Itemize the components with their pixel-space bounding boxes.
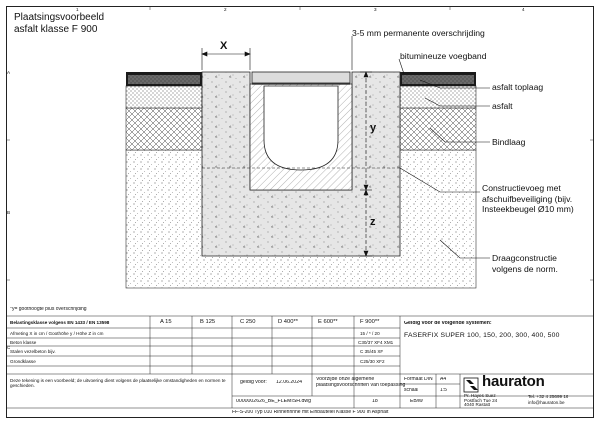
class-e600: E 600** xyxy=(318,319,338,325)
class-c250: C 250 xyxy=(240,319,256,325)
annotation-voegband: bitumineuze voegband xyxy=(400,51,487,61)
formaat-label: Formaat DIN xyxy=(404,377,433,382)
f900-value-3: C 35/45 XF xyxy=(360,349,384,354)
class-f900: F 900** xyxy=(360,319,380,325)
remark-2: plaatsingsvoorschriften van toepassing xyxy=(316,383,406,388)
class-d400: D 400** xyxy=(278,319,298,325)
drawing-title: FF-S-200 Typ 010 Rinnenrinne mit Einbauteiel Klasse F 900 in Asphalt xyxy=(232,410,389,415)
grid-letter-b: B xyxy=(7,210,11,215)
brand-name: hauraton xyxy=(482,373,545,390)
annotation-asfalt: asfalt xyxy=(492,101,513,111)
f900-value-1: 15 / * / 20 xyxy=(360,331,380,336)
products: FASERFIX SUPER 100, 150, 200, 300, 400, 500 xyxy=(404,332,560,339)
phone: Tel. +32 4 25699 16 xyxy=(528,394,569,399)
dim-z-label: z xyxy=(370,216,376,228)
date: 12.06.2024 xyxy=(276,380,302,385)
norm-label: Belastingsklasse volgens EN 1433 / EN 13598 xyxy=(10,320,110,325)
author: EB/lw xyxy=(410,399,423,404)
annotation-constructievoeg xyxy=(482,183,574,215)
remark-1: Voorzijde onze algemene xyxy=(316,377,375,382)
row-label-2: Beton klasse xyxy=(10,340,37,345)
address: Pr. Hayes Suez Postfach Tue 24 4040 Rastatt xyxy=(464,394,498,408)
grid-number-1: 1 xyxy=(76,7,79,12)
grid-letter-a: A xyxy=(7,70,11,75)
dim-y-label: y xyxy=(370,122,377,134)
constructievoeg-line-3: Insteekbeugel Ø10 mm) xyxy=(482,204,574,214)
class-b125: B 125 xyxy=(200,319,216,325)
row-label-1: Afmeting X in cm / Goothöhe y / Höhe Z in cm xyxy=(10,331,104,336)
annotation-overschrijding: 3-5 mm permanente overschrijding xyxy=(352,28,485,38)
sheet-title xyxy=(14,12,104,36)
sheet-no: 18 xyxy=(372,399,378,404)
schaal-label: schaal xyxy=(404,388,419,393)
annotation-toplaag: asfalt toplaag xyxy=(492,82,544,92)
grid-number-3: 3 xyxy=(374,7,377,12)
constructievoeg-line-2: afschuifbeveiliging (bijv. xyxy=(482,193,573,204)
f900-value-2: C30/37 XF4 XM1 xyxy=(358,340,394,345)
annotation-draagconstructie xyxy=(492,253,558,274)
constructievoeg-line-1: Constructievoeg met xyxy=(482,183,561,193)
formaat-value: A4 xyxy=(440,377,447,382)
class-a15: A 15 xyxy=(160,319,172,325)
footnote: *y= goothoogte plus overschrijding xyxy=(10,307,87,312)
note-title: Geldig voor de volgende systemen: xyxy=(404,321,492,326)
draag-line-2: volgens de norm. xyxy=(492,263,558,274)
draag-line-1: Draagconstructie xyxy=(492,253,557,263)
row-label-4: Grondklasse xyxy=(10,359,36,364)
grid-number-2: 2 xyxy=(224,7,227,12)
title-line-1: Plaatsingsvoorbeeld xyxy=(14,12,105,23)
email: info@hauraton.be xyxy=(528,400,565,405)
grid-letter-c: C xyxy=(7,345,11,350)
grid-number-4: 4 xyxy=(522,7,525,12)
annotation-bindlaag: Bindlaag xyxy=(492,137,526,147)
file-name: 0000002626_BE_FLEMISH.dwg xyxy=(236,399,311,404)
f900-value-4: C25/30 XF2 xyxy=(360,359,385,364)
disclaimer: Deze tekening is een voorbeeld; de uitvoering dient volgens de plaatselijke omstandigheden en normen te geschieden. xyxy=(10,378,226,389)
schaal-value: 1:5 xyxy=(440,388,447,393)
geldig-label: geldig voor: xyxy=(240,380,267,385)
title-line-2: asfalt klasse F 900 xyxy=(14,24,98,35)
dim-x-label: X xyxy=(220,40,228,52)
row-label-3: Stalen vezelbeton bijv. xyxy=(10,349,56,354)
